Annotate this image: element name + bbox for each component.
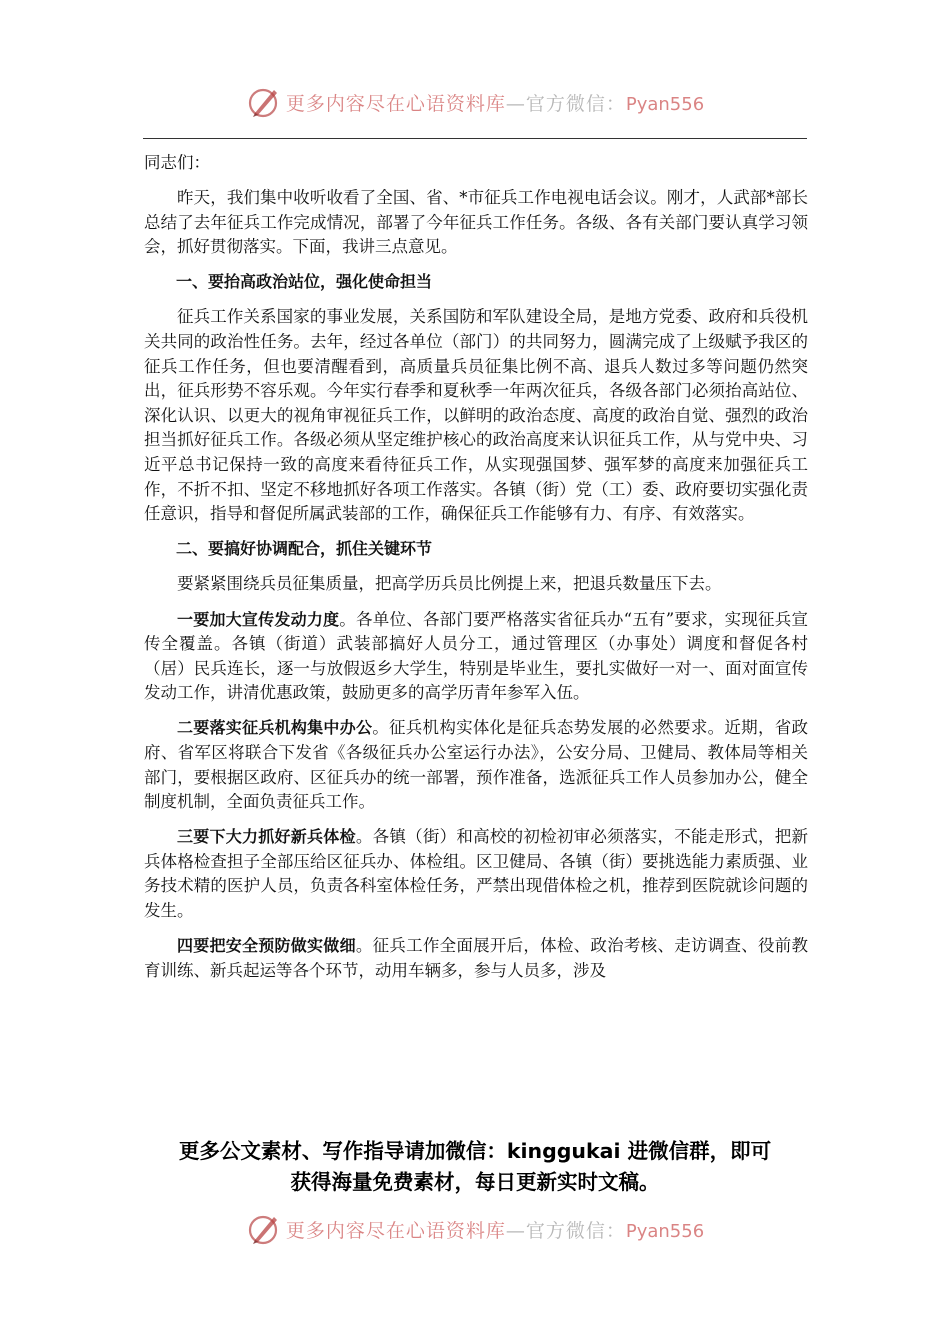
- salutation: 同志们：: [144, 153, 210, 172]
- item-2-body: 。征兵机构实体化是征兵态势发展的必然要求。近期，省政府、省军区将联合下发省《各级征兵办公室运行办法》，公安分局、卫健局、教体局等相关部门，要根据区政府、区征兵办的统一部署，预作准备，选派征兵工作人员参加办公，健全制度机制，全面负责征兵工作。: [144, 718, 808, 812]
- watermark-prefix: 更多内容尽在心语资料库: [285, 1219, 506, 1242]
- item-2-title: 二要落实征兵机构集中办公: [177, 718, 373, 738]
- section-1-heading: 一、要抬高政治站位，强化使命担当: [176, 272, 433, 292]
- watermark-account-id: Pyan556: [625, 1220, 705, 1242]
- item-4-title: 四要把安全预防做实做细: [177, 936, 356, 956]
- watermark-dash: —: [505, 92, 526, 115]
- item-3-paragraph: [144, 825, 808, 923]
- header-divider: [143, 138, 807, 139]
- document-body: [144, 151, 808, 994]
- promo-footer: [100, 1136, 850, 1198]
- section-1-paragraph: 征兵工作关系国家的事业发展，关系国防和军队建设全局，是地方党委、政府和兵役机关共同的政治性任务。去年，经过各单位（部门）的共同努力，圆满完成了上级赋予我区的征兵工作任务，但也要清醒看到，高质量兵员征集比例不高、退兵人数过多等问题仍然突出，征兵形势不容乐观。今年实行春季和夏秋季一年两次征兵，各级各部门必须抬高站位、深化认识、以更大的视角审视征兵工作，以鲜明的政治态度、高度的政治自觉、强烈的政治担当抓好征兵工作。各级必须从坚定维护核心的政治高度来认识征兵工作，从与党中央、习近平总书记保持一致的高度来看待征兵工作，从实现强国梦、强军梦的高度来加强征兵工作，不折不扣、坚定不移地抓好各项工作落实。各镇（街）党（工）委、政府要切实强化责任意识，指导和督促所属武装部的工作，确保征兵工作能够有力、有序、有效落实。: [144, 307, 808, 524]
- header-watermark-banner: [0, 82, 950, 122]
- item-3-title: 三要下大力抓好新兵体检: [177, 827, 356, 847]
- footer-watermark-banner: [0, 1209, 950, 1249]
- section-2-intro: 要紧紧围绕兵员征集质量，把高学历兵员比例提上来，把退兵数量压下去。: [177, 574, 722, 594]
- item-4-body: 。征兵工作全面展开后，体检、政治考核、走访调查、役前教育训练、新兵起运等各个环节，动用车辆多，参与人员多，涉及: [144, 936, 808, 980]
- watermark-account-label: 官方微信：: [525, 1219, 626, 1242]
- promo-line-1: 更多公文素材、写作指导请加微信：kinggukai 进微信群，即可: [178, 1139, 772, 1163]
- watermark-dash: —: [505, 1219, 526, 1242]
- watermark-prefix: 更多内容尽在心语资料库: [285, 92, 506, 115]
- item-1-paragraph: [144, 608, 808, 706]
- watermark-account-id: Pyan556: [625, 93, 705, 115]
- item-3-body: 。各镇（街）和高校的初检初审必须落实，不能走形式，把新兵体格检查担子全部压给区征兵办、体检组。区卫健局、各镇（街）要挑选能力素质强、业务技术精的医护人员，负责各科室体检任务，严禁出现借体检之机，推荐到医院就诊问题的发生。: [144, 827, 808, 921]
- item-1-body: 。各单位、各部门要严格落实省征兵办“五有”要求，实现征兵宣传全覆盖。各镇（街道）武装部搞好人员分工，通过管理区（办事处）调度和督促各村（居）民兵连长，逐一与放假返乡大学生，特别是毕业生，要扎实做好一对一、面对面宣传发动工作，讲清优惠政策，鼓励更多的高学历青年参军入伍。: [144, 609, 808, 703]
- section-2-heading: 二、要搞好协调配合，抓住关键环节: [176, 539, 433, 559]
- watermark-text: [286, 89, 704, 116]
- watermark-text: [286, 1216, 704, 1243]
- intro-paragraph: 昨天，我们集中收听收看了全国、省、*市征兵工作电视电话会议。刚才，人武部*部长总结了去年征兵工作完成情况，部署了今年征兵工作任务。各级、各有关部门要认真学习领会，抓好贯彻落实。下面，我讲三点意见。: [144, 188, 808, 257]
- watermark-account-label: 官方微信：: [525, 92, 626, 115]
- pen-logo-icon: [246, 85, 282, 119]
- item-1-title: 一要加大宣传发动力度: [177, 609, 340, 629]
- pen-logo-icon: [246, 1212, 282, 1246]
- promo-line-2: 获得海量免费素材，每日更新实时文稿。: [290, 1170, 660, 1194]
- item-4-paragraph: [144, 934, 808, 983]
- item-2-paragraph: [144, 716, 808, 814]
